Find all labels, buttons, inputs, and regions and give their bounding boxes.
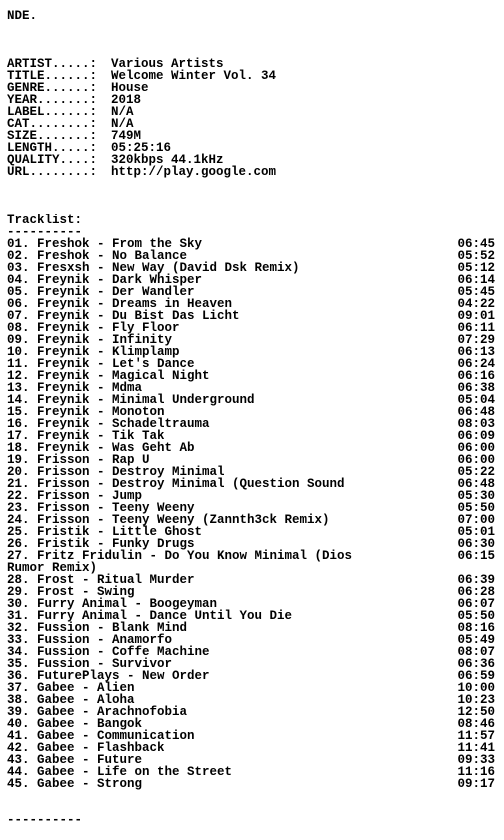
track-title: 08. Freynik - Fly Floor: [7, 321, 180, 335]
track-time: 11:16: [457, 765, 495, 779]
track-title: 13. Freynik - Mdma: [7, 381, 143, 395]
track-title: 35. Fussion - Survivor: [7, 657, 173, 671]
track-title: 15. Freynik - Monoton: [7, 405, 165, 419]
track-row: [7, 550, 497, 574]
track-title: 05. Freynik - Der Wandler: [7, 285, 195, 299]
track-time: 04:22: [457, 297, 495, 311]
track-time: 06:45: [457, 237, 495, 251]
track-title: 06. Freynik - Dreams in Heaven: [7, 297, 233, 311]
track-time: 05:22: [457, 465, 495, 479]
track-title: 39. Gabee - Arachnofobia: [7, 705, 188, 719]
track-time: 08:07: [457, 645, 495, 659]
track-time: 09:01: [457, 309, 495, 323]
track-time: 08:16: [457, 621, 495, 635]
track-row: [7, 778, 497, 790]
track-time: 10:23: [457, 693, 495, 707]
track-title: 27. Fritz Fridulin - Do You Know Minimal (Dios Rumor Remix): [7, 549, 353, 575]
meta-value: 749M: [111, 129, 142, 143]
track-title: 26. Fristik - Funky Drugs: [7, 537, 195, 551]
track-time: 08:03: [457, 417, 495, 431]
track-title: 14. Freynik - Minimal Underground: [7, 393, 255, 407]
track-time: 05:04: [457, 393, 495, 407]
track-title: 32. Fussion - Blank Mind: [7, 621, 188, 635]
spacer: [7, 22, 497, 34]
tracklist-heading: Tracklist:: [7, 214, 83, 226]
track-title: 11. Freynik - Let's Dance: [7, 357, 195, 371]
track-time: 06:59: [457, 669, 495, 683]
track-time: 08:46: [457, 717, 495, 731]
track-time: 06:00: [457, 453, 495, 467]
meta-key: LABEL......:: [7, 105, 105, 119]
track-title: 30. Furry Animal - Boogeyman: [7, 597, 218, 611]
meta-key: URL........:: [7, 165, 105, 179]
track-title: 43. Gabee - Future: [7, 753, 143, 767]
meta-value: Various Artists: [111, 57, 224, 71]
page-title: NDE.: [7, 10, 38, 22]
track-title: 25. Fristik - Little Ghost: [7, 525, 203, 539]
track-time: 06:15: [457, 549, 495, 563]
track-title: 34. Fussion - Coffe Machine: [7, 645, 210, 659]
track-title: 07. Freynik - Du Bist Das Licht: [7, 309, 240, 323]
meta-value: 320kbps 44.1kHz: [111, 153, 224, 167]
meta-key: TITLE......:: [7, 69, 105, 83]
track-title: 28. Frost - Ritual Murder: [7, 573, 195, 587]
meta-key: GENRE......:: [7, 81, 105, 95]
spacer: [7, 34, 497, 46]
meta-value: 2018: [111, 93, 142, 107]
tracklist: [7, 238, 497, 790]
track-time: 05:50: [457, 609, 495, 623]
track-title: 21. Frisson - Destroy Minimal (Question Sound: [7, 477, 345, 491]
meta-key: YEAR.......:: [7, 93, 105, 107]
track-title: 02. Freshok - No Balance: [7, 249, 188, 263]
track-time: 09:17: [457, 777, 495, 791]
track-time: 11:57: [457, 729, 495, 743]
track-time: 06:00: [457, 441, 495, 455]
track-time: 05:12: [457, 261, 495, 275]
track-title: 23. Frisson - Teeny Weeny: [7, 501, 195, 515]
meta-key: CAT........:: [7, 117, 105, 131]
track-title: 45. Gabee - Strong: [7, 777, 143, 791]
meta-value: N/A: [111, 105, 134, 119]
track-title: 37. Gabee - Alien: [7, 681, 135, 695]
track-time: 06:30: [457, 537, 495, 551]
meta-key: LENGTH.....:: [7, 141, 105, 155]
track-title: 31. Furry Animal - Dance Until You Die: [7, 609, 293, 623]
spacer: [7, 790, 497, 802]
track-title: 18. Freynik - Was Geht Ab: [7, 441, 195, 455]
track-time: 06:28: [457, 585, 495, 599]
release-info: [7, 58, 497, 178]
track-time: 10:00: [457, 681, 495, 695]
track-title: 24. Frisson - Teeny Weeny (Zannth3ck Remix): [7, 513, 330, 527]
track-title: 01. Freshok - From the Sky: [7, 237, 203, 251]
track-time: 06:38: [457, 381, 495, 395]
meta-value: 05:25:16: [111, 141, 172, 155]
track-time: 06:14: [457, 273, 495, 287]
meta-value: House: [111, 81, 149, 95]
track-time: 05:45: [457, 285, 495, 299]
spacer: [7, 178, 497, 190]
track-time: 05:52: [457, 249, 495, 263]
track-title: 17. Freynik - Tik Tak: [7, 429, 165, 443]
track-title: 41. Gabee - Communication: [7, 729, 195, 743]
track-time: 06:16: [457, 369, 495, 383]
track-time: 06:11: [457, 321, 495, 335]
meta-key: ARTIST.....:: [7, 57, 105, 71]
track-time: 07:00: [457, 513, 495, 527]
footer-divider: ----------: [7, 814, 83, 826]
spacer: [7, 202, 497, 214]
track-title: 04. Freynik - Dark Whisper: [7, 273, 203, 287]
meta-value: N/A: [111, 117, 134, 131]
track-time: 05:30: [457, 489, 495, 503]
track-title: 20. Frisson - Destroy Minimal: [7, 465, 225, 479]
track-title: 36. FuturePlays - New Order: [7, 669, 210, 683]
spacer: [7, 802, 497, 814]
track-time: 05:01: [457, 525, 495, 539]
track-time: 06:36: [457, 657, 495, 671]
meta-row: [7, 166, 497, 178]
track-title: 44. Gabee - Life on the Street: [7, 765, 233, 779]
nfo-text: [7, 10, 497, 826]
meta-value[interactable]: http://play.google.com: [111, 165, 277, 179]
track-title: 16. Freynik - Schadeltrauma: [7, 417, 210, 431]
meta-key: SIZE.......:: [7, 129, 105, 143]
track-time: 06:48: [457, 405, 495, 419]
track-time: 09:33: [457, 753, 495, 767]
track-time: 06:07: [457, 597, 495, 611]
track-title: 09. Freynik - Infinity: [7, 333, 173, 347]
track-time: 05:50: [457, 501, 495, 515]
track-time: 06:48: [457, 477, 495, 491]
tracklist-underline: ----------: [7, 226, 83, 238]
track-title: 29. Frost - Swing: [7, 585, 135, 599]
track-time: 06:09: [457, 429, 495, 443]
track-title: 03. Fresxsh - New Way (David Dsk Remix): [7, 261, 300, 275]
track-time: 05:49: [457, 633, 495, 647]
track-title: 33. Fussion - Anamorfo: [7, 633, 173, 647]
track-time: 11:41: [457, 741, 495, 755]
track-title: 42. Gabee - Flashback: [7, 741, 165, 755]
track-time: 06:39: [457, 573, 495, 587]
spacer: [7, 190, 497, 202]
track-title: 40. Gabee - Bangok: [7, 717, 143, 731]
track-time: 06:13: [457, 345, 495, 359]
track-time: 07:29: [457, 333, 495, 347]
meta-value: Welcome Winter Vol. 34: [111, 69, 277, 83]
track-title: 12. Freynik - Magical Night: [7, 369, 210, 383]
track-title: 22. Frisson - Jump: [7, 489, 143, 503]
track-title: 19. Frisson - Rap U: [7, 453, 150, 467]
track-time: 06:24: [457, 357, 495, 371]
track-title: 10. Freynik - Klimplamp: [7, 345, 180, 359]
meta-key: QUALITY....:: [7, 153, 105, 167]
track-title: 38. Gabee - Aloha: [7, 693, 135, 707]
track-time: 12:50: [457, 705, 495, 719]
